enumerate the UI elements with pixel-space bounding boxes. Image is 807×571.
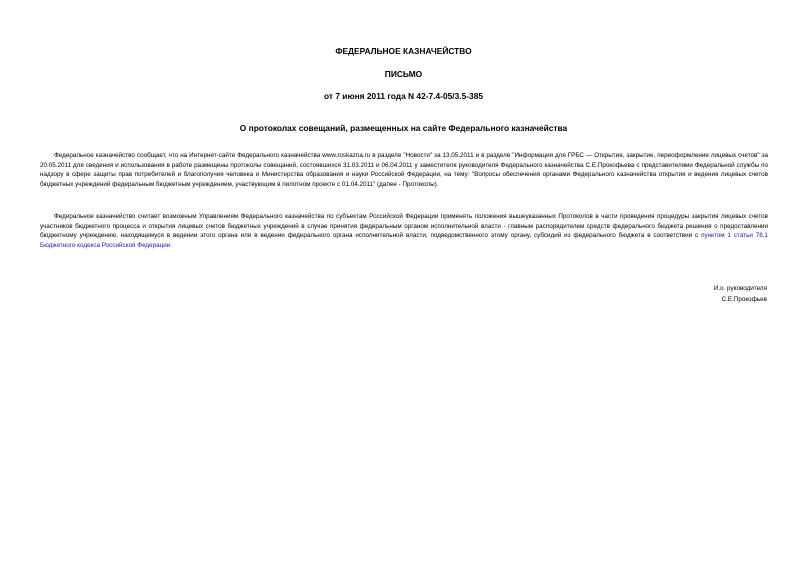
budget-code-article-link[interactable]: пунктом 1 статьи 78.1 Бюджетного кодекса Российской Федерации xyxy=(40,232,768,249)
paragraph-2 xyxy=(40,212,768,250)
paragraph-2-text-after: . xyxy=(170,241,172,249)
organization-title: ФЕДЕРАЛЬНОЕ КАЗНАЧЕЙСТВО xyxy=(335,46,472,56)
signature-name: С.Е.Прокофьев xyxy=(721,296,767,303)
paragraph-1: Федеральное казначейство сообщает, что на Интернет-сайте Федерального казначейства www.roskazna.ru в разделе "Новости" за 13.05.2011 и в разделе "Информация для ГРБС — Открытие, закрытие, переоформление лицевых счетов" за 20.05.2011 для сведения и использования в работе размещены протоколы совещаний, состоявшихся 31.03.2011 и 06.04.2011 у заместителя руководителя Федерального казначейства С.Е.Прокофьева с представителями Федеральной службы по надзору в сфере защиты прав потребителей и благополучия человека и Министерства образования и науки Российской Федерации, на тему: "Вопросы обеспечения органами Федерального казначейства открытия и ведения лицевых счетов бюджетных учреждений федеральным бюджетным учреждением, участвующим в пилотном проекте с 01.04.2011" (далее - Протоколы). xyxy=(40,152,768,188)
document-type: ПИСЬМО xyxy=(384,69,423,79)
signature-position: И.о. руководителя xyxy=(713,285,767,292)
document-date-number: от 7 июня 2011 года N 42-7.4-05/3.5-385 xyxy=(323,91,484,101)
paragraph-2-text-before: Федеральное казначейство считает возможным Управлениям Федерального казначейства по субъектам Российской Федерации применять положения вышеуказанных Протоколов в части проведения процедуры закрытия лицевых счетов участников бюджетного процесса и открытия лицевых счетов бюджетных учреждений в случае принятия федеральным органом исполнительной власти - главным распорядителем средств федерального бюджета решения о предоставлении бюджетному учреждению, находящемуся в ведении этого органа или в ведении федерального органа исполнительной власти, подведомственного этому органу, субсидий из федерального бюджета в соответствии с xyxy=(40,213,768,240)
document-subject: О протоколах совещаний, размещенных на сайте Федерального казначейства xyxy=(239,123,568,133)
